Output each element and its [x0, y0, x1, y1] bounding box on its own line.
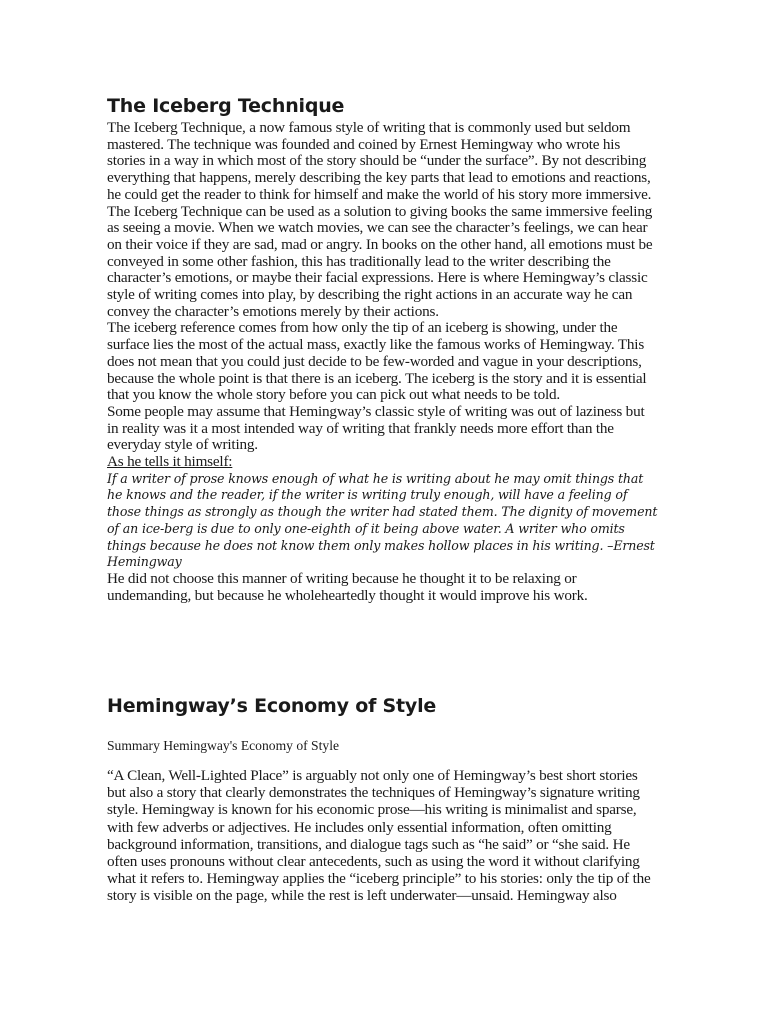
paragraph-intro: The Iceberg Technique, a now famous style of writing that is commonly used but seldom mastered. The technique was founded and coined by Ernest Hemingway who wrote his stories in a way in which most of the story should be “under the surface”. By not describing everything that happens, merely describing the key parts that lead to emotions and reactions, he could get the reader to think for himself and make the world of his story more immersive. — [107, 119, 652, 203]
paragraph-iceberg-reference: The iceberg reference comes from how only the tip of an iceberg is showing, under the surface lies the most of the actual mass, exactly like the famous works of Hemingway. This does not mean that you could just decide to be few-worded and vague in your descriptions, because the whole point is that there is an iceberg. The iceberg is the story and it is essential that you know the whole story before you can pick out what needs to be told. — [107, 319, 647, 404]
paragraph-laziness: Some people may assume that Hemingway’s classic style of writing was out of laziness but in reality was it a most intended way of writing that frankly needs more effort than the everyday style of writing. — [107, 402, 645, 454]
hemingway-quote: If a writer of prose knows enough of what he is writing about he may omit things that he knows and the reader, if the writer is writing truly enough, will have a feeling of those things as strongly as though the writer had stated them. The dignity of movement of an ice-berg is due to only one-eighth of it being above water. A writer who omits things because he does not know them only makes hollow places in his writing. –Ernest Hemingway — [107, 470, 658, 570]
paragraph-conclusion: He did not choose this manner of writing because he thought it to be relaxing or undemanding, but because he wholeheartedly thought it would improve his work. — [107, 569, 588, 604]
paragraph-clean-well-lighted: “A Clean, Well-Lighted Place” is arguably not only one of Hemingway’s best short stories but also a story that clearly demonstrates the techniques of Hemingway’s signature writing style. Hemingway is known for his economic prose—his writing is minimalist and sparse, with few adverbs or adjectives. He includes only essential information, often omitting background information, transitions, and dialogue tags such as “he said” or “she said. He often uses pronouns without clear antecedents, such as using the word it without clarifying what it refers to. Hemingway applies the “iceberg principle” to his stories: only the tip of the story is visible on the page, while the rest is left underwater—unsaid. Hemingway also — [107, 767, 651, 905]
section-body-iceberg — [107, 120, 659, 604]
section-heading-iceberg: The Iceberg Technique — [107, 95, 345, 117]
section-subtitle-summary: Summary Hemingway's Economy of Style — [107, 738, 340, 753]
section-body-economy — [107, 767, 659, 905]
paragraph-movie-comparison: The Iceberg Technique can be used as a solution to giving books the same immersive feeling as seeing a movie. When we watch movies, we can see the character’s feelings, we can hear on their voice if they are sad, mad or angry. In books on the other hand, all emotions must be conveyed in some other fashion, this has traditionally lead to the writer describing the character’s emotions, or maybe their facial expressions. Here is where Hemingway’s classic style of writing comes into play, by describing the right actions in an accurate way he can convey the character’s emotions merely by their actions. — [107, 202, 653, 320]
section-heading-economy: Hemingway’s Economy of Style — [107, 695, 437, 717]
quote-intro: As he tells it himself: — [107, 453, 233, 471]
